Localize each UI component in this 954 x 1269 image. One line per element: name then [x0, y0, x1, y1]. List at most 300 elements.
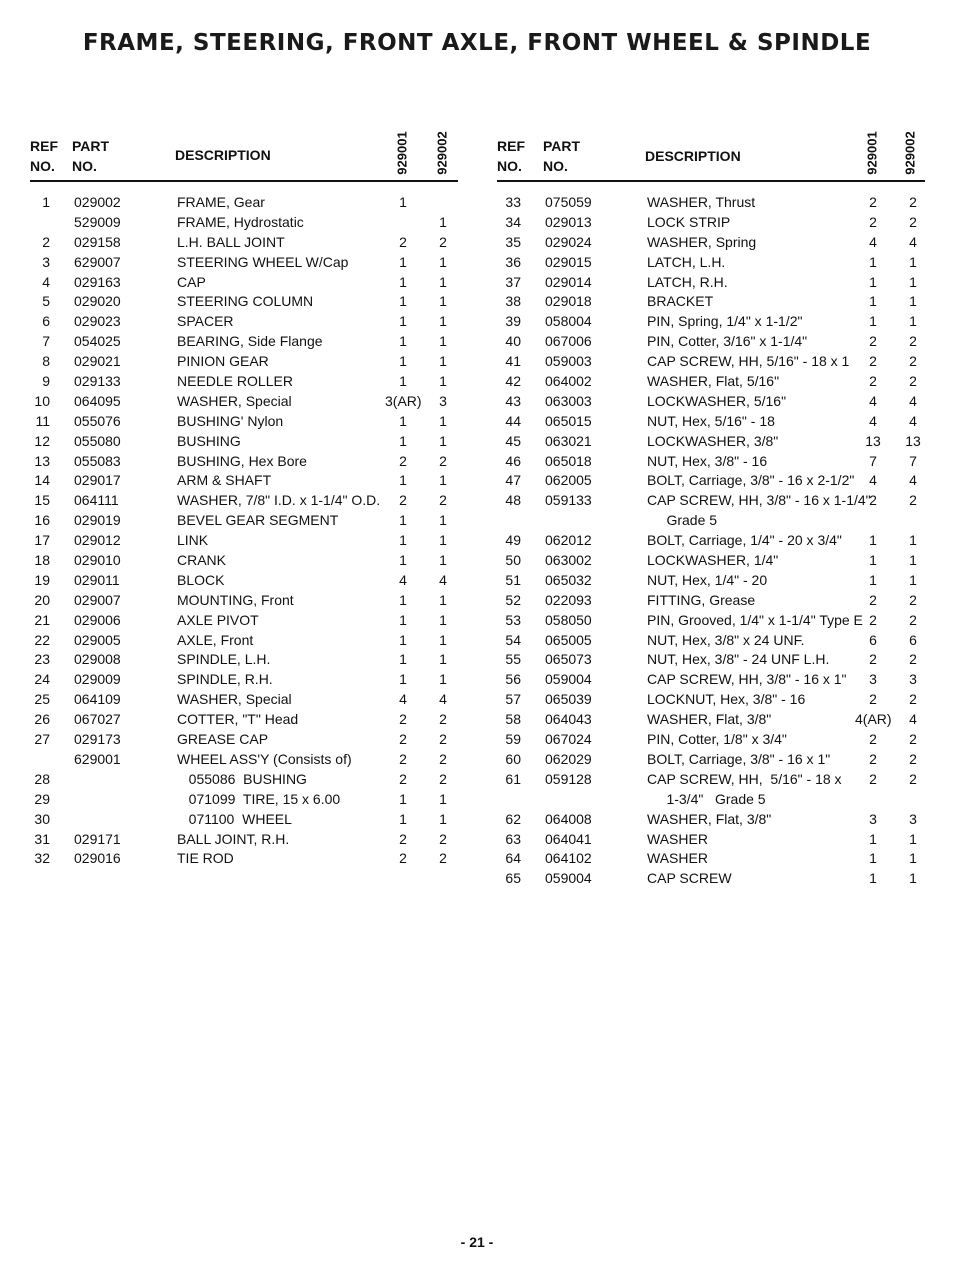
- table-row: [497, 471, 925, 491]
- qty-929002-cell: 1: [909, 313, 917, 330]
- qty-929001-cell: 1: [869, 532, 877, 549]
- ref-cell: 27: [34, 731, 50, 748]
- part-number-cell: 029018: [545, 293, 592, 310]
- ref-cell: 5: [42, 293, 50, 310]
- table-row: [30, 471, 458, 491]
- table-row: [497, 611, 925, 631]
- qty-929002-cell: 1: [439, 810, 447, 827]
- ref-cell: 4: [42, 273, 50, 290]
- description-cell: WASHER, Thrust: [647, 194, 756, 210]
- header-part-line1: PART: [543, 138, 581, 154]
- ref-cell: 7: [42, 333, 50, 350]
- part-number-cell: 063002: [545, 552, 592, 569]
- part-number-cell: 029163: [74, 273, 121, 290]
- part-number-cell: 065073: [545, 651, 592, 668]
- qty-929002-cell: 2: [909, 591, 917, 608]
- table-body: [30, 193, 458, 869]
- header-model-929001-label: 929001: [394, 131, 410, 175]
- table-row: [30, 511, 458, 531]
- ref-cell: 30: [34, 810, 50, 827]
- part-number-cell: 029171: [74, 830, 121, 847]
- ref-cell: 13: [34, 452, 50, 469]
- header-model-929002: [432, 130, 452, 176]
- qty-929002-cell: 7: [909, 452, 917, 469]
- description-cell: WASHER: [647, 850, 708, 867]
- ref-cell: 26: [34, 711, 50, 728]
- qty-929002-cell: 2: [439, 492, 447, 509]
- qty-929002-cell: 3: [909, 671, 917, 688]
- table-row: [30, 531, 458, 551]
- table-row: [30, 352, 458, 372]
- ref-cell: 47: [505, 472, 521, 489]
- ref-cell: 52: [505, 591, 521, 608]
- qty-929002-cell: 2: [909, 770, 917, 787]
- qty-929001-cell: 1: [399, 552, 407, 569]
- table-row: [497, 273, 925, 293]
- qty-929002-cell: 4: [909, 711, 917, 728]
- qty-929002-cell: 1: [439, 333, 447, 350]
- table-row: [30, 591, 458, 611]
- description-cell: PIN, Cotter, 3/16" x 1-1/4": [647, 333, 808, 350]
- description-cell: NUT, Hex, 3/8" - 16: [647, 452, 768, 469]
- ref-cell: 57: [505, 691, 521, 708]
- qty-929002-cell: 3: [439, 392, 447, 409]
- part-number-cell: 029173: [74, 731, 121, 748]
- description-cell: CRANK: [177, 552, 227, 569]
- part-number-cell: 067006: [545, 333, 592, 350]
- description-cell: WASHER, Flat, 3/8": [647, 711, 772, 728]
- qty-929002-cell: 1: [439, 591, 447, 608]
- qty-929001-cell: 1: [399, 472, 407, 489]
- qty-929001-cell: 1: [399, 810, 407, 827]
- header-part: [543, 136, 580, 176]
- qty-929001-cell: 1: [399, 631, 407, 648]
- table-row: [30, 710, 458, 730]
- qty-929002-cell: 1: [439, 313, 447, 330]
- qty-929002-cell: 1: [439, 611, 447, 628]
- ref-cell: 63: [505, 830, 521, 847]
- table-row: [497, 631, 925, 651]
- part-number-cell: 059133: [545, 492, 592, 509]
- ref-cell: 29: [34, 790, 50, 807]
- table-row: [497, 392, 925, 412]
- description-cell: NUT, Hex, 3/8" - 24 UNF L.H.: [647, 651, 830, 668]
- table-row: [30, 273, 458, 293]
- ref-cell: 28: [34, 770, 50, 787]
- qty-929001-cell: 4: [399, 571, 407, 588]
- header-ref-line2: NO.: [30, 158, 55, 174]
- table-row: [497, 531, 925, 551]
- ref-cell: 44: [505, 412, 521, 429]
- part-number-cell: 029133: [74, 373, 121, 390]
- part-number-cell: 029010: [74, 552, 121, 569]
- qty-929002-cell: 2: [909, 691, 917, 708]
- table-row: [30, 551, 458, 571]
- qty-929002-cell: 1: [909, 552, 917, 569]
- qty-929001-cell: 1: [399, 313, 407, 330]
- qty-929002-cell: 2: [909, 651, 917, 668]
- qty-929002-cell: 1: [439, 532, 447, 549]
- qty-929002-cell: 1: [439, 552, 447, 569]
- qty-929002-cell: 2: [439, 711, 447, 728]
- description-cell: PIN, Cotter, 1/8" x 3/4": [647, 731, 787, 748]
- description-cell: BLOCK: [177, 571, 225, 588]
- qty-929001-cell: 1: [869, 571, 877, 588]
- table-row: [497, 591, 925, 611]
- table-row: [497, 233, 925, 253]
- ref-cell: 65: [505, 870, 521, 887]
- ref-cell: 20: [34, 591, 50, 608]
- part-number-cell: 029011: [74, 571, 120, 588]
- qty-929002-cell: 1: [439, 512, 447, 529]
- description-cell: FRAME, Hydrostatic: [177, 213, 304, 230]
- qty-929001-cell: 2: [869, 591, 877, 608]
- part-number-cell: 065015: [545, 412, 592, 429]
- description-cell: GREASE CAP: [177, 731, 269, 748]
- qty-929001-cell: 1: [399, 333, 407, 350]
- table-row: [30, 233, 458, 253]
- header-model-929001-label: 929001: [864, 131, 880, 175]
- part-number-cell: 067027: [74, 711, 121, 728]
- table-row: [497, 253, 925, 273]
- part-number-cell: 029007: [74, 591, 121, 608]
- qty-929001-cell: 1: [869, 870, 877, 887]
- part-number-cell: 029009: [74, 671, 121, 688]
- qty-929001-cell: 4: [869, 472, 877, 489]
- description-cell: NUT, Hex, 5/16" - 18: [647, 412, 775, 429]
- part-number-cell: 067024: [545, 731, 592, 748]
- ref-cell: 50: [505, 552, 521, 569]
- table-row: [497, 432, 925, 452]
- part-number-cell: 062012: [545, 532, 592, 549]
- qty-929002-cell: 1: [439, 432, 447, 449]
- part-number-cell: 059004: [545, 671, 592, 688]
- qty-929001-cell: 4(AR): [855, 711, 892, 728]
- qty-929002-cell: 2: [439, 850, 447, 867]
- table-row: [30, 412, 458, 432]
- description-cell: STEERING COLUMN: [177, 293, 314, 310]
- part-number-cell: 058050: [545, 611, 592, 628]
- description-cell: WASHER, Special: [177, 691, 292, 708]
- part-number-cell: 029016: [74, 850, 121, 867]
- table-row: [497, 452, 925, 472]
- description-cell: NUT, Hex, 1/4" - 20: [647, 571, 768, 588]
- qty-929002-cell: 1: [909, 571, 917, 588]
- ref-cell: 48: [505, 492, 521, 509]
- ref-cell: 18: [34, 552, 50, 569]
- qty-929002-cell: 4: [909, 412, 917, 429]
- part-number-cell: 055076: [74, 412, 121, 429]
- description-cell: BALL JOINT, R.H.: [177, 830, 290, 847]
- part-number-cell: 062029: [545, 750, 592, 767]
- qty-929001-cell: 1: [399, 591, 407, 608]
- qty-929002-cell: 2: [909, 213, 917, 230]
- table-row: [497, 730, 925, 750]
- qty-929002-cell: 1: [439, 631, 447, 648]
- table-row: [497, 750, 925, 770]
- description-cell: NEEDLE ROLLER: [177, 373, 293, 390]
- table-row: [30, 770, 458, 790]
- header-part-line1: PART: [72, 138, 110, 154]
- description-cell: Grade 5: [647, 512, 718, 529]
- ref-cell: 43: [505, 392, 521, 409]
- part-number-cell: 058004: [545, 313, 592, 330]
- description-cell: L.H. BALL JOINT: [177, 233, 285, 250]
- qty-929001-cell: 1: [869, 273, 877, 290]
- table-row: [497, 412, 925, 432]
- qty-929001-cell: 2: [399, 711, 407, 728]
- table-row: [497, 292, 925, 312]
- part-number-cell: 065005: [545, 631, 592, 648]
- table-row: [497, 511, 925, 531]
- part-number-cell: 054025: [74, 333, 121, 350]
- table-row: [497, 810, 925, 830]
- header-ref-line1: REF: [30, 138, 58, 154]
- part-number-cell: 029023: [74, 313, 121, 330]
- ref-cell: 8: [42, 353, 50, 370]
- qty-929001-cell: 1: [399, 532, 407, 549]
- part-number-cell: 064041: [545, 830, 592, 847]
- qty-929001-cell: 2: [399, 452, 407, 469]
- description-cell: NUT, Hex, 3/8" x 24 UNF.: [647, 631, 805, 648]
- qty-929001-cell: 2: [399, 850, 407, 867]
- description-cell: 071099 TIRE, 15 x 6.00: [177, 790, 341, 807]
- qty-929001-cell: 1: [399, 611, 407, 628]
- qty-929002-cell: 1: [909, 532, 917, 549]
- table-row: [30, 432, 458, 452]
- ref-cell: 51: [505, 571, 521, 588]
- qty-929002-cell: 1: [909, 253, 917, 270]
- qty-929002-cell: 13: [905, 432, 921, 449]
- qty-929001-cell: 3(AR): [385, 392, 422, 409]
- table-row: [30, 213, 458, 233]
- part-number-cell: 029008: [74, 651, 121, 668]
- table-row: [497, 869, 925, 889]
- ref-cell: 58: [505, 711, 521, 728]
- qty-929001-cell: 1: [869, 830, 877, 847]
- qty-929001-cell: 4: [869, 412, 877, 429]
- table-row: [497, 849, 925, 869]
- part-number-cell: 063003: [545, 392, 592, 409]
- description-cell: WASHER: [647, 830, 708, 847]
- description-cell: TIE ROD: [177, 850, 234, 867]
- part-number-cell: 064111: [74, 492, 119, 509]
- header-ref: [30, 136, 58, 176]
- ref-cell: 64: [505, 850, 521, 867]
- ref-cell: 9: [42, 373, 50, 390]
- ref-cell: 45: [505, 432, 521, 449]
- qty-929002-cell: 2: [909, 611, 917, 628]
- part-number-cell: 062005: [545, 472, 592, 489]
- part-number-cell: 022093: [545, 591, 592, 608]
- qty-929001-cell: 1: [869, 313, 877, 330]
- table-row: [497, 352, 925, 372]
- qty-929001-cell: 2: [399, 233, 407, 250]
- header-model-929002-label: 929002: [434, 131, 450, 175]
- table-row: [30, 650, 458, 670]
- description-cell: BEARING, Side Flange: [177, 333, 323, 350]
- table-row: [30, 810, 458, 830]
- table-row: [30, 830, 458, 850]
- description-cell: SPINDLE, L.H.: [177, 651, 271, 668]
- part-number-cell: 029021: [74, 353, 121, 370]
- table-body: [497, 193, 925, 889]
- qty-929001-cell: 2: [869, 770, 877, 787]
- qty-929001-cell: 1: [399, 253, 407, 270]
- ref-cell: 24: [34, 671, 50, 688]
- table-row: [30, 790, 458, 810]
- qty-929001-cell: 7: [869, 452, 877, 469]
- part-number-cell: 029020: [74, 293, 121, 310]
- table-row: [497, 551, 925, 571]
- table-header: [30, 128, 458, 182]
- description-cell: CAP SCREW, HH, 5/16" - 18 x 1: [647, 353, 850, 370]
- table-row: [30, 253, 458, 273]
- description-cell: CAP: [177, 273, 206, 290]
- ref-cell: 10: [34, 392, 50, 409]
- qty-929002-cell: 2: [909, 194, 917, 210]
- ref-cell: 41: [505, 353, 521, 370]
- qty-929001-cell: 13: [865, 432, 881, 449]
- description-cell: SPACER: [177, 313, 234, 330]
- description-cell: 055086 BUSHING: [177, 770, 307, 787]
- qty-929001-cell: 6: [869, 631, 877, 648]
- part-number-cell: 029002: [74, 194, 121, 210]
- ref-cell: 6: [42, 313, 50, 330]
- ref-cell: 34: [505, 213, 521, 230]
- header-ref: [497, 136, 525, 176]
- qty-929001-cell: 2: [869, 651, 877, 668]
- ref-cell: 59: [505, 731, 521, 748]
- part-number-cell: 029019: [74, 512, 121, 529]
- part-number-cell: 065018: [545, 452, 592, 469]
- ref-cell: 11: [35, 412, 50, 429]
- description-cell: WASHER, Special: [177, 392, 292, 409]
- description-cell: BOLT, Carriage, 3/8" - 16 x 2-1/2": [647, 472, 855, 489]
- description-cell: LATCH, R.H.: [647, 273, 728, 290]
- ref-cell: 62: [505, 810, 521, 827]
- qty-929001-cell: 1: [399, 273, 407, 290]
- part-number-cell: 529009: [74, 213, 121, 230]
- qty-929001-cell: 4: [869, 392, 877, 409]
- description-cell: WASHER, 7/8" I.D. x 1-1/4" O.D.: [177, 492, 381, 509]
- description-cell: PIN, Grooved, 1/4" x 1-1/4" Type E: [647, 611, 863, 628]
- part-number-cell: 029017: [74, 472, 121, 489]
- ref-cell: 15: [34, 492, 50, 509]
- description-cell: CAP SCREW: [647, 870, 732, 887]
- description-cell: BUSHING: [177, 432, 241, 449]
- table-row: [497, 670, 925, 690]
- qty-929001-cell: 2: [869, 691, 877, 708]
- table-row: [497, 491, 925, 511]
- table-row: [497, 372, 925, 392]
- ref-cell: 46: [505, 452, 521, 469]
- description-cell: AXLE PIVOT: [177, 611, 259, 628]
- table-row: [30, 392, 458, 412]
- ref-cell: 38: [505, 293, 521, 310]
- page-number: - 21 -: [460, 1234, 494, 1250]
- qty-929001-cell: 2: [399, 750, 407, 767]
- table-row: [497, 770, 925, 790]
- ref-cell: 54: [505, 631, 521, 648]
- qty-929002-cell: 2: [439, 452, 447, 469]
- part-number-cell: 064095: [74, 392, 121, 409]
- table-row: [30, 193, 458, 213]
- description-cell: MOUNTING, Front: [177, 591, 294, 608]
- table-row: [30, 690, 458, 710]
- qty-929001-cell: 4: [399, 691, 407, 708]
- description-cell: FRAME, Gear: [177, 194, 265, 210]
- header-description: DESCRIPTION: [645, 148, 741, 164]
- table-row: [30, 332, 458, 352]
- qty-929002-cell: 1: [439, 651, 447, 668]
- table-row: [30, 631, 458, 651]
- ref-cell: 25: [34, 691, 50, 708]
- part-number-cell: 029006: [74, 611, 121, 628]
- part-number-cell: 064008: [545, 810, 592, 827]
- qty-929001-cell: 1: [399, 373, 407, 390]
- description-cell: WASHER, Flat, 3/8": [647, 810, 772, 827]
- qty-929002-cell: 2: [909, 373, 917, 390]
- page-title: FRAME, STEERING, FRONT AXLE, FRONT WHEEL & SPINDLE: [82, 30, 872, 56]
- qty-929001-cell: 2: [399, 770, 407, 787]
- qty-929001-cell: 3: [869, 810, 877, 827]
- qty-929001-cell: 2: [399, 830, 407, 847]
- qty-929001-cell: 2: [869, 750, 877, 767]
- qty-929001-cell: 2: [869, 492, 877, 509]
- qty-929001-cell: 2: [869, 194, 877, 210]
- qty-929002-cell: 1: [439, 790, 447, 807]
- description-cell: CAP SCREW, HH, 5/16" - 18 x: [647, 770, 842, 787]
- table-row: [497, 213, 925, 233]
- description-cell: LOCKWASHER, 1/4": [647, 552, 779, 569]
- part-number-cell: 029005: [74, 631, 121, 648]
- description-cell: LOCK STRIP: [647, 213, 731, 230]
- header-part-line2: NO.: [72, 158, 97, 174]
- description-cell: BOLT, Carriage, 1/4" - 20 x 3/4": [647, 532, 842, 549]
- header-model-929001: [392, 130, 412, 176]
- description-cell: BRACKET: [647, 293, 714, 310]
- qty-929001-cell: 1: [399, 512, 407, 529]
- qty-929002-cell: 1: [909, 830, 917, 847]
- table-row: [497, 650, 925, 670]
- table-row: [30, 571, 458, 591]
- part-number-cell: 059128: [545, 770, 592, 787]
- table-row: [497, 193, 925, 213]
- header-part: [72, 136, 109, 176]
- qty-929001-cell: 3: [869, 671, 877, 688]
- qty-929002-cell: 2: [439, 750, 447, 767]
- qty-929002-cell: 2: [909, 750, 917, 767]
- qty-929002-cell: 3: [909, 810, 917, 827]
- qty-929002-cell: 1: [439, 213, 447, 230]
- description-cell: WASHER, Spring: [647, 233, 757, 250]
- table-row: [30, 491, 458, 511]
- ref-cell: 33: [505, 194, 521, 210]
- part-number-cell: 064102: [545, 850, 592, 867]
- part-number-cell: 029014: [545, 273, 592, 290]
- part-number-cell: 055083: [74, 452, 121, 469]
- ref-cell: 12: [34, 432, 50, 449]
- description-cell: BUSHING' Nylon: [177, 412, 284, 429]
- parts-table-right: [497, 128, 925, 889]
- ref-cell: 53: [505, 611, 521, 628]
- description-cell: ARM & SHAFT: [177, 472, 272, 489]
- description-cell: 1-3/4" Grade 5: [647, 790, 766, 807]
- qty-929002-cell: 1: [439, 412, 447, 429]
- description-cell: PIN, Spring, 1/4" x 1-1/2": [647, 313, 803, 330]
- ref-cell: 56: [505, 671, 521, 688]
